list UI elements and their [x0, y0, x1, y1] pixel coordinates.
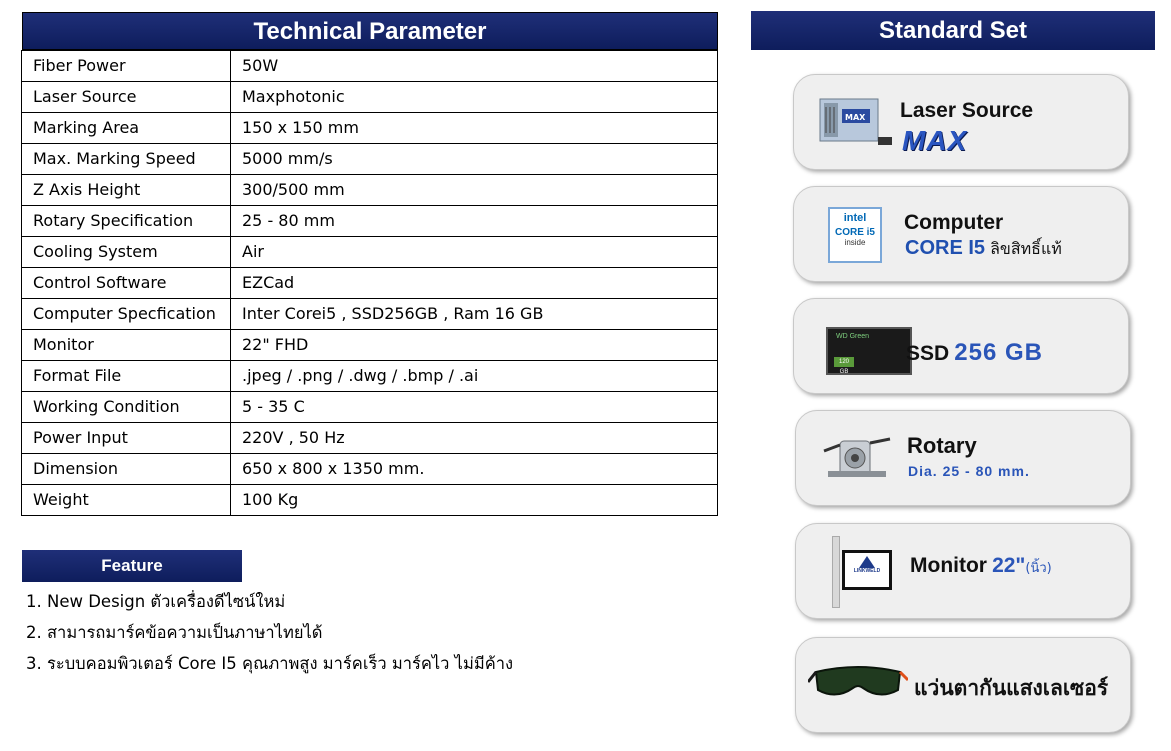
- feature-list: [26, 590, 513, 683]
- monitor-stand: [832, 536, 840, 608]
- spec-value: 220V , 50 Hz: [231, 423, 718, 454]
- spec-value: 300/500 mm: [231, 175, 718, 206]
- spec-row: [22, 299, 718, 330]
- ssd-label: [906, 339, 1043, 367]
- spec-key: Laser Source: [22, 82, 231, 113]
- monitor-label: [910, 554, 1052, 578]
- spec-key: Monitor: [22, 330, 231, 361]
- ssd-capacity: 256 GB: [954, 339, 1043, 366]
- genuine-license-label: ลิขสิทธิ์แท้: [990, 239, 1062, 258]
- spec-key: Marking Area: [22, 113, 231, 144]
- spec-key: Max. Marking Speed: [22, 144, 231, 175]
- spec-key: Power Input: [22, 423, 231, 454]
- ssd-brand-text: WD Green: [836, 333, 870, 340]
- spec-key: Fiber Power: [22, 51, 231, 82]
- spec-key: Computer Specfication: [22, 299, 231, 330]
- spec-value: .jpeg / .png / .dwg / .bmp / .ai: [231, 361, 718, 392]
- rotary-card: [795, 410, 1131, 506]
- spec-row: [22, 237, 718, 268]
- ssd-label-text: SSD: [906, 342, 950, 365]
- spec-row: [22, 51, 718, 82]
- spec-key: Z Axis Height: [22, 175, 231, 206]
- feature-item: 2. สามารถมาร์คข้อความเป็นภาษาไทยได้: [26, 623, 323, 642]
- spec-value: 650 x 800 x 1350 mm.: [231, 454, 718, 485]
- intel-core-i5-badge: [828, 207, 882, 263]
- rotary-image: [820, 431, 900, 487]
- laser-source-title: Laser Source: [900, 99, 1034, 122]
- computer-card: [793, 186, 1129, 282]
- spec-key: Working Condition: [22, 392, 231, 423]
- spec-row: [22, 82, 718, 113]
- spec-row: [22, 330, 718, 361]
- spec-row: [22, 113, 718, 144]
- spec-value: Inter Corei5 , SSD256GB , Ram 16 GB: [231, 299, 718, 330]
- standard-set-header: Standard Set: [751, 11, 1155, 50]
- spec-row: [22, 485, 718, 516]
- spec-row: [22, 423, 718, 454]
- spec-value: Maxphotonic: [231, 82, 718, 113]
- spec-value: 25 - 80 mm: [231, 206, 718, 237]
- feature-item: 1. New Design ตัวเครื่องดีไซน์ใหม่: [26, 592, 286, 611]
- safety-glasses-image: [808, 660, 908, 710]
- spec-value: Air: [231, 237, 718, 268]
- spec-row: [22, 175, 718, 206]
- spec-row: [22, 144, 718, 175]
- spec-key: Control Software: [22, 268, 231, 299]
- spec-row: [22, 454, 718, 485]
- monitor-size: 22": [992, 554, 1026, 577]
- spec-row: [22, 361, 718, 392]
- laser-source-image: [816, 93, 896, 155]
- spec-key: Rotary Specification: [22, 206, 231, 237]
- spec-value: 150 x 150 mm: [231, 113, 718, 144]
- intel-logo: intel: [843, 212, 867, 224]
- spec-row: [22, 268, 718, 299]
- linkweld-logo-text: LINKWELD: [853, 568, 881, 574]
- inside-text: inside: [844, 238, 866, 247]
- rotary-subtitle: Dia. 25 - 80 mm.: [908, 463, 1030, 479]
- glasses-card: [795, 637, 1131, 733]
- computer-subtitle: [905, 237, 1062, 262]
- core-i5-text: CORE i5: [834, 227, 875, 238]
- spec-key: Dimension: [22, 454, 231, 485]
- technical-parameter-header: Technical Parameter: [22, 12, 718, 50]
- monitor-card: [795, 523, 1131, 619]
- spec-value: 50W: [231, 51, 718, 82]
- spec-value: 5000 mm/s: [231, 144, 718, 175]
- laser-brand-logo: MAX: [902, 125, 968, 156]
- linkweld-logo-icon: [859, 556, 875, 568]
- ssd-card: [793, 298, 1129, 394]
- spec-value: 5 - 35 C: [231, 392, 718, 423]
- spec-row: [22, 392, 718, 423]
- feature-item: 3. ระบบคอมพิวเตอร์ Core I5 คุณภาพสูง มาร์คเร็ว มาร์คไว ไม่มีค้าง: [26, 654, 514, 673]
- monitor-unit: (นิ้ว): [1025, 561, 1052, 576]
- laser-badge-text: MAX: [845, 113, 866, 122]
- rotary-title: Rotary: [907, 433, 977, 458]
- spec-row: [22, 206, 718, 237]
- spec-value: 22" FHD: [231, 330, 718, 361]
- spec-value: 100 Kg: [231, 485, 718, 516]
- spec-key: Format File: [22, 361, 231, 392]
- spec-key: Weight: [22, 485, 231, 516]
- core-i5-label: CORE I5: [905, 237, 986, 259]
- ssd-capacity-badge: 120 GB: [834, 357, 854, 367]
- spec-key: Cooling System: [22, 237, 231, 268]
- monitor-title: Monitor: [910, 554, 987, 577]
- spec-value: EZCad: [231, 268, 718, 299]
- monitor-image: [842, 550, 892, 590]
- laser-source-card: [793, 74, 1129, 170]
- ssd-image: [826, 327, 912, 375]
- feature-header: Feature: [22, 550, 242, 582]
- technical-parameter-table: [21, 50, 718, 516]
- laser-glasses-title: แว่นตากันแสงเลเซอร์: [914, 676, 1109, 700]
- computer-title: Computer: [904, 211, 1004, 234]
